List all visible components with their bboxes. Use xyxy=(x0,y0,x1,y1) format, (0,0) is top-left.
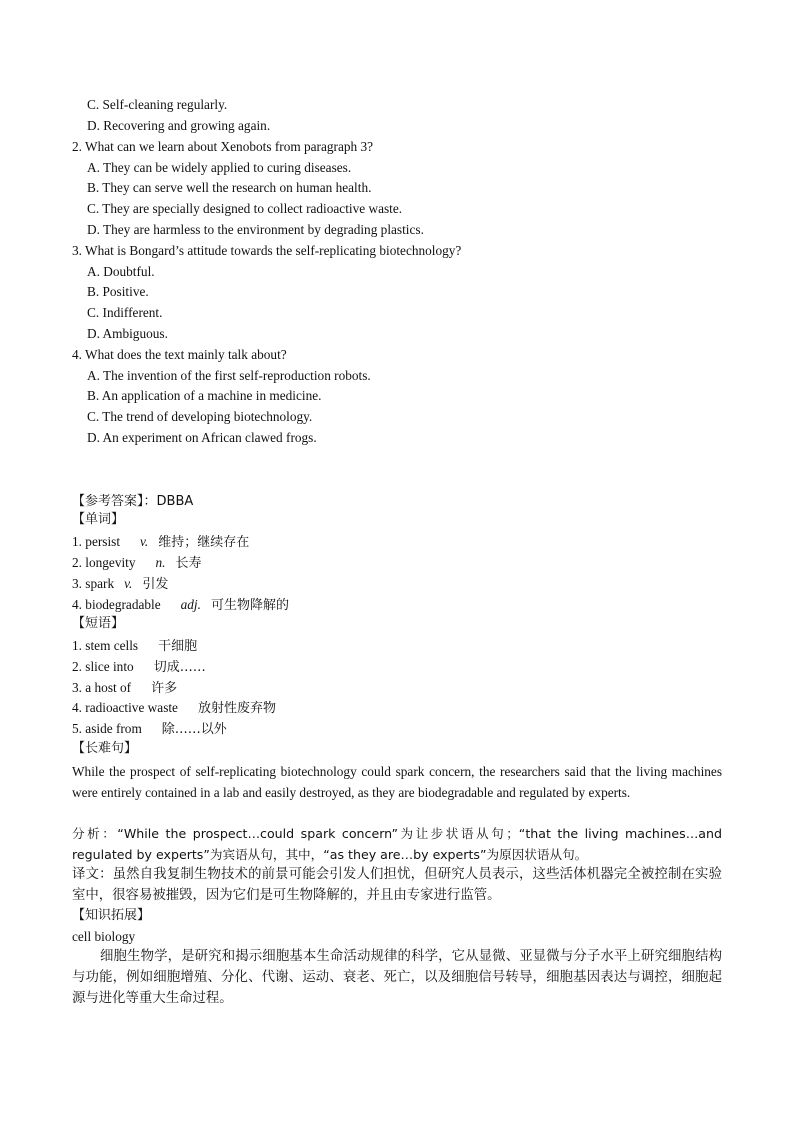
phrase-cn: 许多 xyxy=(151,681,178,696)
phrases-heading: 【短语】 xyxy=(72,616,125,631)
phrase-cn: 除……以外 xyxy=(161,722,227,737)
q2-stem: 2. What can we learn about Xenobots from paragraph 3? xyxy=(72,139,374,154)
q4-option-a: A. The invention of the first self-reproduction robots. xyxy=(87,368,371,383)
vocab-meaning: 维持；继续存在 xyxy=(158,535,250,550)
long-sentence-analysis: 分析：“While the prospect…could spark concern”为让步状语从句；“that the living machines…and regulated by experts”为宾语从句，其中，“as they are…by experts”为原因状语从句。 xyxy=(72,826,722,862)
phrase-en: 4. radioactive waste xyxy=(72,700,178,715)
answer-line xyxy=(72,493,193,510)
vocab-item xyxy=(72,555,202,572)
vocab-pos: n. xyxy=(155,555,166,570)
vocab-pos: v. xyxy=(140,534,149,549)
phrase-item xyxy=(72,721,227,738)
q3-option-d: D. Ambiguous. xyxy=(87,326,168,341)
phrase-en: 1. stem cells xyxy=(72,638,139,653)
phrase-item xyxy=(72,700,276,717)
q3-option-b: B. Positive. xyxy=(87,284,149,299)
q4-stem: 4. What does the text mainly talk about? xyxy=(72,347,287,362)
long-sentence-translation: 译文：虽然自我复制生物技术的前景可能会引发人们担忧，但研究人员表示，这些活体机器完全被控制在实验室中，很容易被摧毁，因为它们是可生物降解的，并且由专家进行监管。 xyxy=(72,867,722,903)
vocab-item xyxy=(72,576,168,593)
extension-term: cell biology xyxy=(72,929,136,944)
phrase-item xyxy=(72,659,206,676)
phrase-item xyxy=(72,680,177,697)
q3-stem: 3. What is Bongard’s attitude towards the self-replicating biotechnology? xyxy=(72,243,462,258)
q1-option-c: C. Self-cleaning regularly. xyxy=(87,97,228,112)
phrase-en: 5. aside from xyxy=(72,721,142,736)
phrase-en: 2. slice into xyxy=(72,659,134,674)
q2-option-d: D. They are harmless to the environment by degrading plastics. xyxy=(87,222,424,237)
vocab-word: 4. biodegradable xyxy=(72,597,161,612)
q4-option-b: B. An application of a machine in medicine. xyxy=(87,388,322,403)
q3-option-c: C. Indifferent. xyxy=(87,305,163,320)
vocab-word: 2. longevity xyxy=(72,555,136,570)
extension-body: 细胞生物学，是研究和揭示细胞基本生命活动规律的科学，它从显微、亚显微与分子水平上研究细胞结构与功能，例如细胞增殖、分化、代谢、运动、衰老、死亡，以及细胞信号转导，细胞基因表达与调控，细胞起源与进化等重大生命过程。 xyxy=(72,949,722,1006)
answer-value: DBBA xyxy=(156,494,194,509)
q3-option-a: A. Doubtful. xyxy=(87,264,155,279)
long-sentence-text: While the prospect of self-replicating biotechnology could spark concern, the researchers said that the living machines were entirely contained in a lab and easily destroyed, as they are biodegradable and regulated by experts. xyxy=(72,764,722,800)
phrase-item xyxy=(72,638,197,655)
long-sentence-heading: 【长难句】 xyxy=(72,741,138,756)
vocab-word: 3. spark xyxy=(72,576,115,591)
vocab-word: 1. persist xyxy=(72,534,121,549)
phrase-cn: 切成…… xyxy=(153,660,206,675)
q2-option-b: B. They can serve well the research on human health. xyxy=(87,180,372,195)
vocab-meaning: 可生物降解的 xyxy=(210,598,289,613)
extension-heading: 【知识拓展】 xyxy=(72,908,151,923)
phrase-en: 3. a host of xyxy=(72,680,132,695)
q2-option-c: C. They are specially designed to collect radioactive waste. xyxy=(87,201,403,216)
vocab-meaning: 引发 xyxy=(142,577,169,592)
q4-option-c: C. The trend of developing biotechnology. xyxy=(87,409,313,424)
phrase-cn: 放射性废弃物 xyxy=(197,701,276,716)
q1-option-d: D. Recovering and growing again. xyxy=(87,118,271,133)
vocab-meaning: 长寿 xyxy=(175,556,202,571)
vocab-pos: v. xyxy=(124,576,133,591)
phrase-cn: 干细胞 xyxy=(158,639,198,654)
vocab-item xyxy=(72,534,249,551)
vocab-pos: adj. xyxy=(180,597,201,612)
q4-option-d: D. An experiment on African clawed frogs. xyxy=(87,430,317,445)
answer-label: 【参考答案】： xyxy=(72,494,157,509)
q2-option-a: A. They can be widely applied to curing diseases. xyxy=(87,160,352,175)
vocab-item xyxy=(72,597,289,614)
vocab-heading: 【单词】 xyxy=(72,512,125,527)
